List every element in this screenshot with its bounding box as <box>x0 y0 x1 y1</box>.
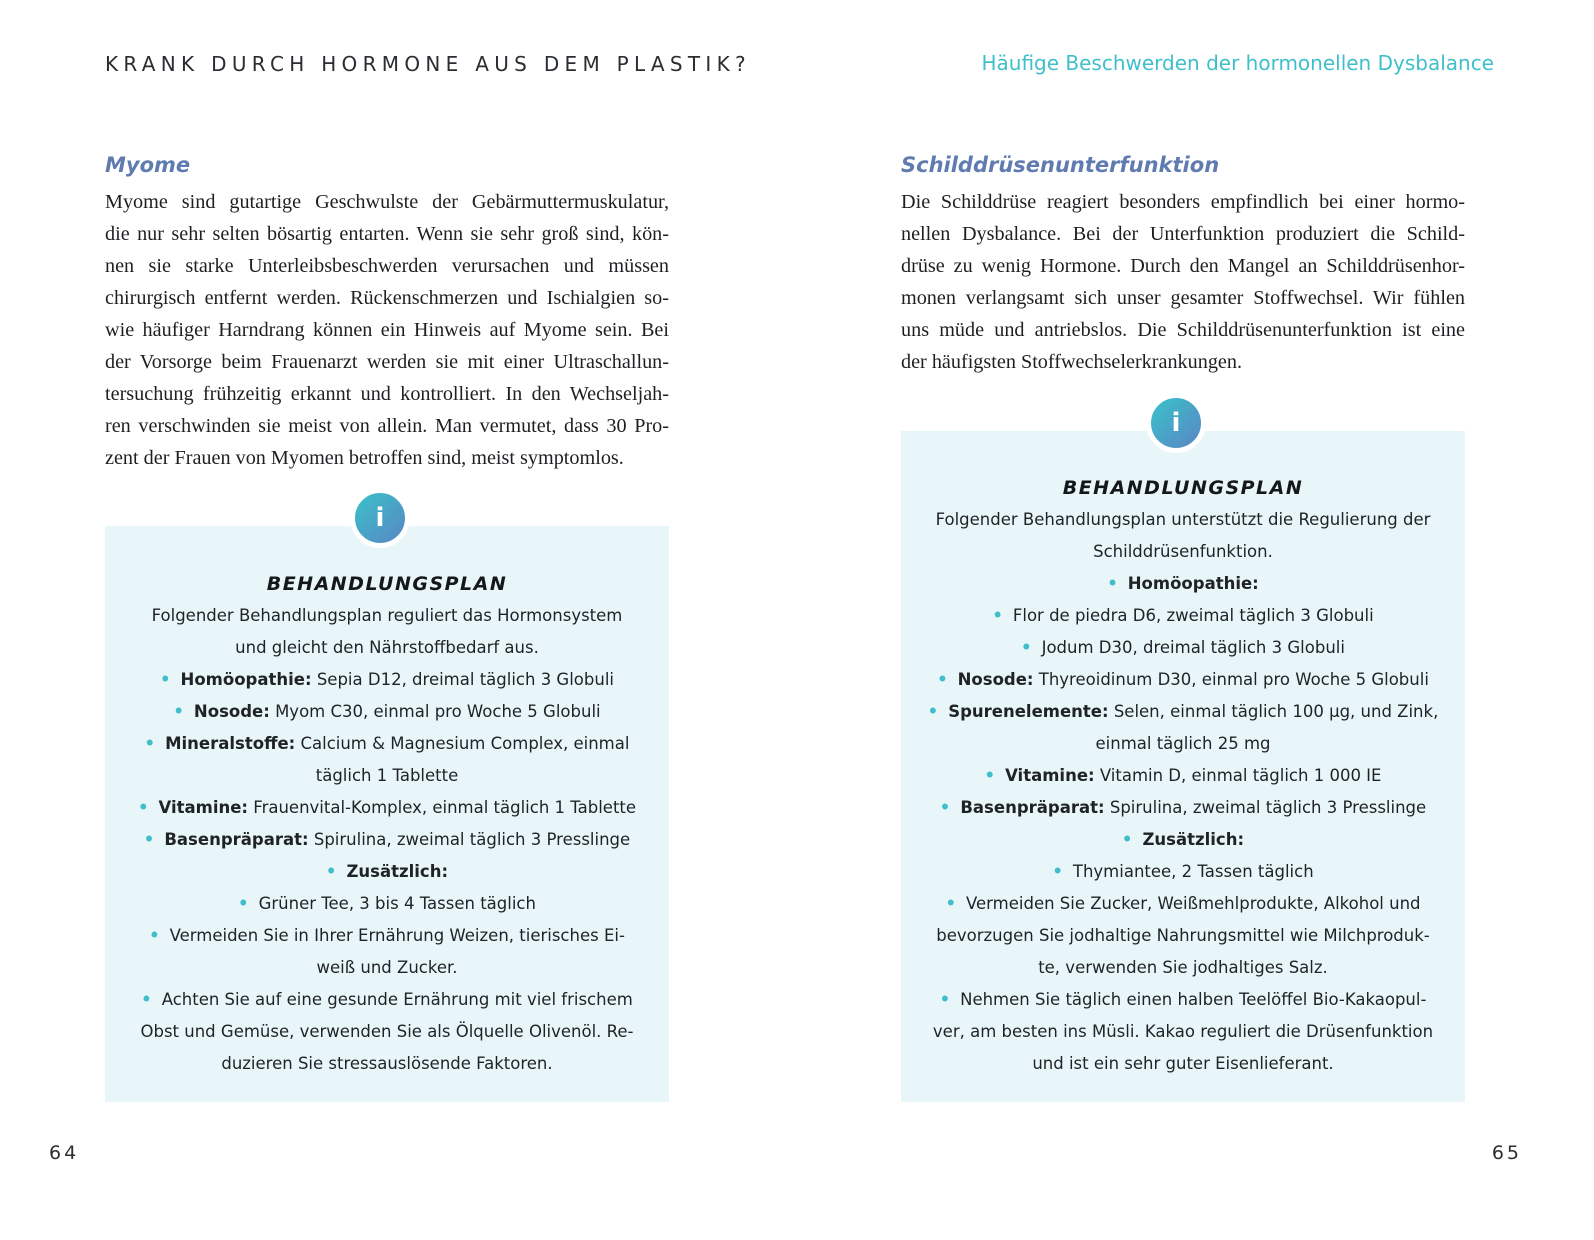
list-item <box>901 1016 1465 1048</box>
bullet-icon: • <box>144 734 156 753</box>
item-text: Thymiantee, 2 Tassen täglich <box>1072 862 1314 881</box>
item-text: Thyreoidinum D30, einmal pro Woche 5 Globuli <box>1033 670 1429 689</box>
treatment-plan-list <box>105 600 669 1080</box>
bullet-icon: • <box>238 894 249 913</box>
section-title-myome: Myome <box>105 153 191 177</box>
bullet-icon: • <box>945 894 957 913</box>
item-label: Zusätzlich: <box>346 862 449 881</box>
list-item <box>901 856 1465 888</box>
bullet-icon: • <box>937 670 948 689</box>
item-text: Sepia D12, dreimal täglich 3 Globuli <box>311 670 615 689</box>
item-text: Spirulina, zweimal täglich 3 Presslinge <box>308 830 631 849</box>
list-item <box>105 824 669 856</box>
list-item <box>105 632 669 664</box>
list-item <box>901 824 1465 856</box>
list-item <box>105 952 669 984</box>
list-item <box>901 504 1465 536</box>
box-title: BEHANDLUNGSPLAN <box>266 573 508 595</box>
list-item <box>105 984 669 1016</box>
item-label: Zusätzlich: <box>1142 830 1245 849</box>
item-text: Calcium & Magnesium Complex, einmal <box>295 734 630 753</box>
item-text: Folgender Behandlungsplan reguliert das Hormonsystem <box>151 606 623 625</box>
body-line: nen sie starke Unterleibsbeschwerden verursachen und müssen <box>105 255 669 277</box>
item-text: Vermeiden Sie Zucker, Weißmehlprodukte, Alkohol und <box>966 894 1421 913</box>
body-line: drüse zu wenig Hormone. Durch den Mangel an Schilddrüsenhor- <box>901 255 1465 277</box>
list-item <box>105 920 669 952</box>
item-text: weiß und Zucker. <box>316 958 458 977</box>
page-number-right: 65 <box>1491 1142 1522 1164</box>
item-text: Vitamin D, einmal täglich 1 000 IE <box>1094 766 1382 785</box>
item-text: täglich 1 Tablette <box>315 766 459 785</box>
bullet-icon: • <box>939 798 951 817</box>
list-item <box>105 728 669 760</box>
list-item <box>105 888 669 920</box>
treatment-plan-box-right <box>901 431 1465 1102</box>
left-page-column <box>105 150 669 474</box>
item-text: duzieren Sie stressauslösende Faktoren. <box>221 1054 553 1073</box>
body-line: Myome sind gutartige Geschwulste der Gebärmuttermuskulatur, <box>105 191 669 213</box>
info-icon: i <box>1146 393 1206 453</box>
box-title: BEHANDLUNGSPLAN <box>1062 477 1304 499</box>
item-label: Nosode: <box>193 702 270 721</box>
body-line: uns müde und antriebslos. Die Schilddrüsenunterfunktion ist eine <box>901 319 1465 341</box>
body-text-schilddruese <box>901 186 1465 378</box>
section-title-schilddruese: Schilddrüsenunterfunktion <box>901 153 1220 177</box>
list-item <box>901 664 1465 696</box>
bullet-icon: • <box>984 766 996 785</box>
list-item <box>901 952 1465 984</box>
item-text: einmal täglich 25 mg <box>1095 734 1271 753</box>
body-line: ren verschwinden sie meist von allein. Man vermutet, dass 30 Pro- <box>105 415 669 437</box>
list-item <box>105 696 669 728</box>
list-item <box>901 568 1465 600</box>
body-line: der Vorsorge beim Frauenarzt werden sie mit einer Ultraschallun- <box>105 351 669 373</box>
item-text: te, verwenden Sie jodhaltiges Salz. <box>1038 958 1328 977</box>
item-text: Frauenvital-Komplex, einmal täglich 1 Tablette <box>248 798 637 817</box>
item-text: Folgender Behandlungsplan unterstützt die Regulierung der <box>935 510 1431 529</box>
body-line: zent der Frauen von Myomen betroffen sind, meist symptomlos. <box>105 447 624 469</box>
list-item <box>901 1048 1465 1080</box>
list-item <box>901 600 1465 632</box>
bullet-icon: • <box>1052 862 1063 881</box>
treatment-plan-list <box>901 504 1465 1080</box>
item-text: bevorzugen Sie jodhaltige Nahrungsmittel wie Milchproduk- <box>936 926 1430 945</box>
list-item <box>901 728 1465 760</box>
bullet-icon: • <box>939 990 951 1009</box>
list-item <box>901 920 1465 952</box>
right-page-column <box>901 150 1465 378</box>
list-item <box>901 792 1465 824</box>
list-item <box>105 1048 669 1080</box>
info-icon: i <box>350 488 410 548</box>
body-line: tersuchung frühzeitig erkannt und kontrolliert. In den Wechseljah- <box>105 383 669 405</box>
list-item <box>105 664 669 696</box>
list-item <box>901 888 1465 920</box>
bullet-icon: • <box>137 798 149 817</box>
body-line: die nur sehr selten bösartig entarten. Wenn sie sehr groß sind, kön- <box>105 223 669 245</box>
item-label: Spurenelemente: <box>948 702 1109 721</box>
item-text: Nehmen Sie täglich einen halben Teelöffel Bio-Kakaopul- <box>960 990 1427 1009</box>
item-text: Schilddrüsenfunktion. <box>1093 542 1273 561</box>
body-line: der häufigsten Stoffwechselerkrankungen. <box>901 351 1243 373</box>
bullet-icon: • <box>992 606 1003 625</box>
item-text: Myom C30, einmal pro Woche 5 Globuli <box>269 702 601 721</box>
list-item <box>901 984 1465 1016</box>
page-number-left: 64 <box>49 1142 80 1164</box>
body-line: chirurgisch entfernt werden. Rückenschmerzen und Ischialgien so- <box>105 287 669 309</box>
body-line: Die Schilddrüse reagiert besonders empfindlich bei einer hormo- <box>901 191 1465 213</box>
bullet-icon: • <box>159 670 171 689</box>
item-text: Spirulina, zweimal täglich 3 Presslinge <box>1104 798 1427 817</box>
item-text: Selen, einmal täglich 100 µg, und Zink, <box>1108 702 1439 721</box>
list-item <box>901 696 1465 728</box>
item-label: Mineralstoffe: <box>165 734 296 753</box>
running-header-left: KRANK DURCH HORMONE AUS DEM PLASTIK? <box>105 52 751 76</box>
list-item <box>105 856 669 888</box>
item-label: Vitamine: <box>158 798 249 817</box>
body-line: monen verlangsamt sich unser gesamter Stoffwechsel. Wir fühlen <box>901 287 1465 309</box>
item-text: und gleicht den Nährstoffbedarf aus. <box>235 638 539 657</box>
item-label: Nosode: <box>957 670 1034 689</box>
bullet-icon: • <box>1107 574 1118 593</box>
bullet-icon: • <box>1121 830 1133 849</box>
list-item <box>105 760 669 792</box>
item-label: Homöopathie: <box>180 670 312 689</box>
bullet-icon: • <box>325 862 337 881</box>
item-text: Vermeiden Sie in Ihrer Ernährung Weizen, tierisches Ei- <box>169 926 625 945</box>
list-item <box>901 632 1465 664</box>
item-label: Basenpräparat: <box>164 830 309 849</box>
item-label: Basenpräparat: <box>960 798 1105 817</box>
bullet-icon: • <box>149 926 160 945</box>
body-text-myome <box>105 186 669 474</box>
list-item <box>901 760 1465 792</box>
list-item <box>105 792 669 824</box>
item-text: Obst und Gemüse, verwenden Sie als Ölquelle Olivenöl. Re- <box>140 1022 634 1041</box>
item-text: Flor de piedra D6, zweimal täglich 3 Globuli <box>1012 606 1374 625</box>
list-item <box>901 536 1465 568</box>
bullet-icon: • <box>1021 638 1032 657</box>
body-line: nellen Dysbalance. Bei der Unterfunktion produziert die Schild- <box>901 223 1465 245</box>
body-line: wie häufiger Harndrang können ein Hinweis auf Myome sein. Bei <box>105 319 669 341</box>
item-text: und ist ein sehr guter Eisenlieferant. <box>1032 1054 1334 1073</box>
item-text: Grüner Tee, 3 bis 4 Tassen täglich <box>258 894 536 913</box>
item-text: Achten Sie auf eine gesunde Ernährung mit viel frischem <box>161 990 633 1009</box>
item-label: Homöopathie: <box>1127 574 1259 593</box>
running-header-right: Häufige Beschwerden der hormonellen Dysbalance <box>981 51 1494 75</box>
bullet-icon: • <box>143 830 155 849</box>
bullet-icon: • <box>927 702 939 721</box>
item-text: ver, am besten ins Müsli. Kakao reguliert die Drüsenfunktion <box>932 1022 1434 1041</box>
item-label: Vitamine: <box>1005 766 1095 785</box>
bullet-icon: • <box>141 990 152 1009</box>
list-item <box>105 600 669 632</box>
item-text: Jodum D30, dreimal täglich 3 Globuli <box>1041 638 1345 657</box>
bullet-icon: • <box>173 702 184 721</box>
list-item <box>105 1016 669 1048</box>
treatment-plan-box-left <box>105 526 669 1102</box>
